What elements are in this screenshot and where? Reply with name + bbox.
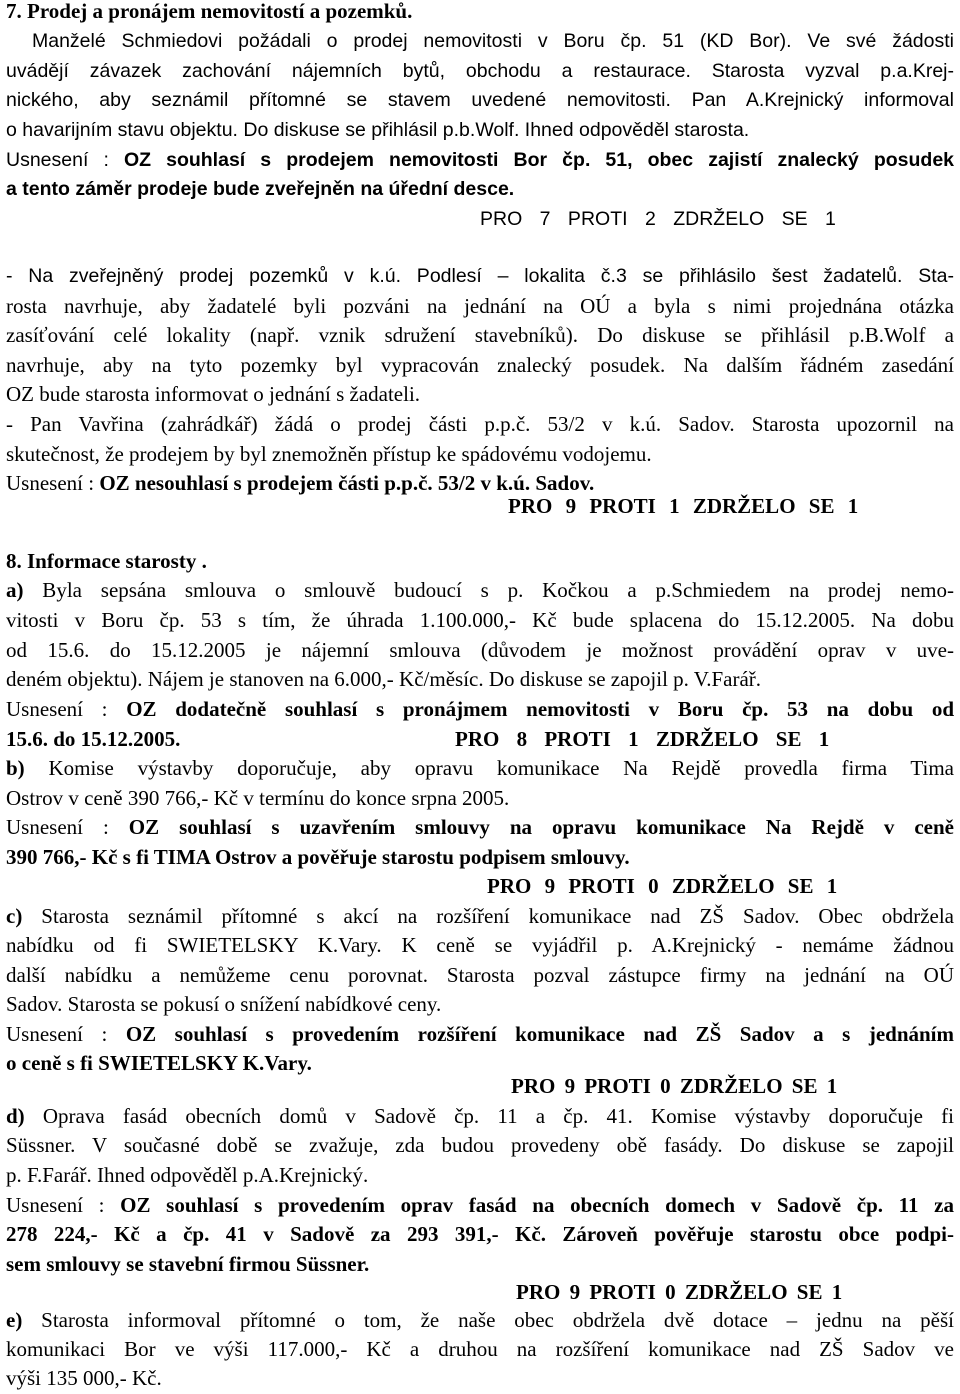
resolution-line (6, 1020, 954, 1050)
paragraph-line: výši 135 000,- Kč. (6, 1366, 162, 1390)
paragraph-line: deném objektu). Nájem je stanoven na 6.000,- Kč/měsíc. Do diskuse se zapojil p. V.Farář. (6, 667, 762, 691)
paragraph-line: rosta navrhuje, aby žadatelé byli pozváni na jednání na OÚ a byla s nimi projednána otázka (6, 294, 954, 318)
paragraph-line: nabídku od fi SWIETELSKY K.Vary. K ceně se vyjádřil p. A.Krejnický - nemáme žádnou (6, 933, 954, 957)
resolution-line: 15.6. do 15.12.2005. (6, 727, 181, 751)
paragraph-line: Sadov. Starosta se pokusí o snížení nabídkové ceny. (6, 992, 442, 1016)
paragraph-line: Süssner. V současné době se zvažuje, zda budou provedeny obě fasády. Do diskuse se zapojil (6, 1133, 954, 1157)
paragraph-line: další nabídku a nemůžeme cenu porovnat. Starosta pozval zástupce firmy na jednání na OÚ (6, 963, 954, 987)
paragraph-line (6, 1102, 954, 1132)
paragraph-line (6, 576, 954, 606)
resolution-line: a tento záměr prodeje bude zveřejněn na úřední desce. (6, 178, 515, 200)
paragraph-line: komunikaci Bor ve výši 117.000,- Kč a druhou na rozšíření komunikace nad ZŠ Sadov ve (6, 1337, 954, 1361)
paragraph-line: o havarijním stavu objektu. Do diskuse se přihlásil p.b.Wolf. Ihned odpověděl starosta. (6, 119, 750, 141)
paragraph-line: skutečnost, že prodejem by byl znemožněn přístup ke spádovému vodojemu. (6, 442, 652, 466)
resolution-text: OZ souhlasí s prodejem nemovitosti Bor čp. 51, obec zajistí znalecký posudek (123, 149, 955, 171)
resolution-line (6, 1191, 954, 1221)
paragraph-line (6, 1306, 954, 1336)
item-label: b) (6, 756, 25, 780)
resolution-prefix: Usnesení : (6, 697, 127, 721)
vote-result: PRO 9 PROTI 0 ZDRŽELO SE 1 (511, 1074, 838, 1098)
item-label: c) (6, 904, 23, 928)
vote-result: PRO 9 PROTI 0 ZDRŽELO SE 1 (487, 874, 838, 898)
paragraph-line: zasíťování celé lokality (např. vznik sdružení stavebníků). Do diskuse se přihlásil p.B.Wolf a (6, 323, 954, 347)
paragraph-line: navrhuje, aby na tyto pozemky byl vypracován znalecký posudek. Na dalším řádném zasedání (6, 353, 954, 377)
resolution-text: OZ nesouhlasí s prodejem části p.p.č. 53/2 v k.ú. Sadov. (99, 471, 595, 495)
paragraph-line: nického, aby seznámil přítomné se stavem uvedené nemovitosti. Pan A.Krejnický informoval (6, 89, 954, 111)
paragraph-line (6, 754, 954, 784)
resolution-line: sem smlouvy se stavební firmou Süssner. (6, 1252, 370, 1276)
resolution-prefix: Usnesení : (6, 815, 129, 839)
resolution-prefix: Usnesení : (6, 1022, 126, 1046)
item-text: Oprava fasád obecních domů v Sadově čp. 11 a čp. 41. Komise výstavby doporučuje fi (24, 1104, 954, 1128)
vote-result: PRO 9 PROTI 1 ZDRŽELO SE 1 (508, 494, 859, 518)
paragraph-line: uvádějí závazek zachování nájemních bytů, obchodu a restaurace. Starosta vyzval p.a.Krej- (6, 60, 954, 82)
item-label: d) (6, 1104, 25, 1128)
item-text: Starosta informoval přítomné o tom, že naše obec obdržela dvě dotace – jednu na pěší (22, 1308, 954, 1332)
resolution-text: OZ souhlasí s uzavřením smlouvy na opravu komunikace Na Rejdě v ceně (128, 815, 954, 839)
item-text: Starosta seznámil přítomné s akcí na rozšíření komunikace nad ZŠ Sadov. Obec obdržela (22, 904, 954, 928)
resolution-text: OZ souhlasí s provedením oprav fasád na obecních domech v Sadově čp. 11 za (120, 1193, 954, 1217)
paragraph-line: Manželé Schmiedovi požádali o prodej nemovitosti v Boru čp. 51 (KD Bor). Ve své žádosti (32, 30, 954, 52)
resolution-text: OZ souhlasí s provedením rozšíření komunikace nad ZŠ Sadov a s jednáním (125, 1022, 955, 1046)
paragraph-line (6, 902, 954, 932)
paragraph-line: vitosti v Boru čp. 53 s tím, že úhrada 1.100.000,- Kč bude splacena do 15.12.2005. Na dobu (6, 608, 954, 632)
paragraph-line: - Pan Vavřina (zahrádkář) žádá o prodej části p.p.č. 53/2 v k.ú. Sadov. Starosta upozornil na (6, 412, 954, 436)
resolution-prefix: Usnesení : (6, 471, 100, 495)
paragraph-line: OZ bude starosta informovat o jednání s žadateli. (6, 382, 421, 406)
item-label: e) (6, 1308, 23, 1332)
paragraph-line: p. F.Farář. Ihned odpověděl p.A.Krejnický. (6, 1163, 369, 1187)
paragraph-line: - Na zveřejněný prodej pozemků v k.ú. Podlesí – lokalita č.3 se přihlásilo šest žadatelů. Sta- (6, 265, 954, 287)
paragraph-line: Ostrov v ceně 390 766,- Kč v termínu do konce srpna 2005. (6, 786, 510, 810)
item-label: a) (6, 578, 24, 602)
vote-result: PRO 7 PROTI 2 ZDRŽELO SE 1 (480, 208, 836, 230)
resolution-line: 278 224,- Kč a čp. 41 v Sadově za 293 391,- Kč. Zároveň pověřuje starostu obce podpi- (6, 1222, 954, 1246)
resolution-line: 390 766,- Kč s fi TIMA Ostrov a pověřuje starostu podpisem smlouvy. (6, 845, 630, 869)
vote-result: PRO 8 PROTI 1 ZDRŽELO SE 1 (455, 727, 830, 751)
item-text: Komise výstavby doporučuje, aby opravu komunikace Na Rejdě provedla firma Tima (24, 756, 954, 780)
resolution-line: o ceně s fi SWIETELSKY K.Vary. (6, 1051, 312, 1075)
resolution-prefix: Usnesení : (6, 149, 124, 171)
paragraph-line: od 15.6. do 15.12.2005 je nájemní smlouva (důvodem je možnost provádění oprav v uve- (6, 638, 954, 662)
section-heading: 8. Informace starosty . (6, 549, 207, 573)
resolution-text: OZ dodatečně souhlasí s pronájmem nemovitosti v Boru čp. 53 na dobu od (126, 697, 955, 721)
item-text: Byla sepsána smlouva o smlouvě budoucí s p. Kočkou a p.Schmiedem na prodej nemo- (23, 578, 954, 602)
resolution-line (6, 695, 954, 725)
resolution-line (6, 146, 954, 176)
vote-result: PRO 9 PROTI 0 ZDRŽELO SE 1 (516, 1280, 843, 1304)
resolution-line (6, 813, 954, 843)
section-heading: 7. Prodej a pronájem nemovitostí a pozemků. (6, 0, 413, 23)
resolution-prefix: Usnesení : (6, 1193, 121, 1217)
